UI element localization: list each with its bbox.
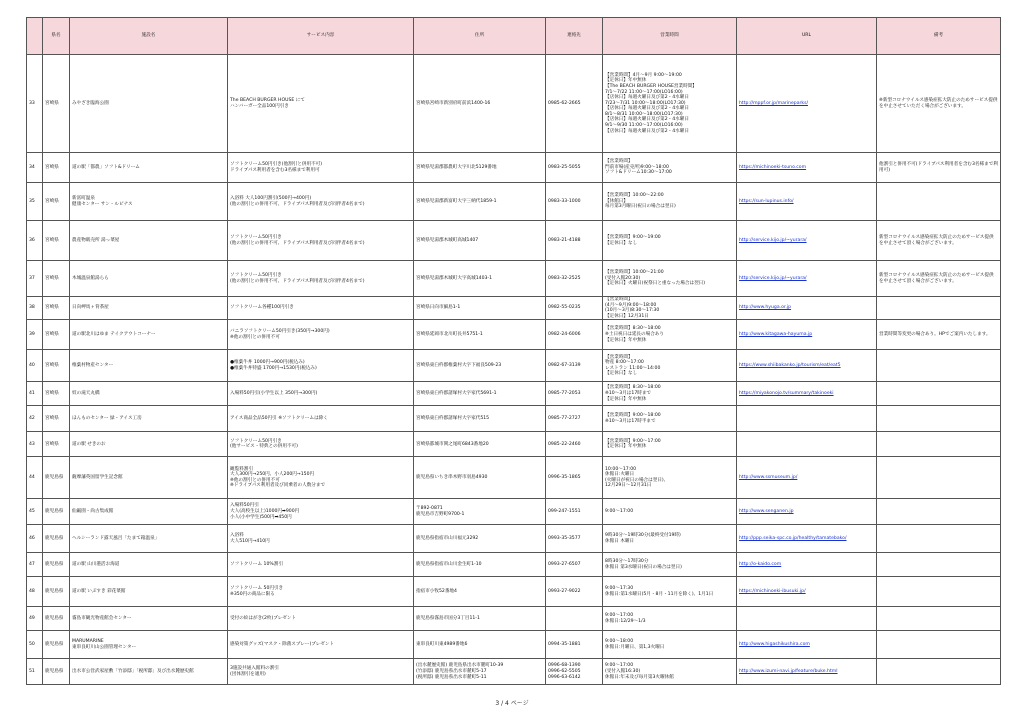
hours-cell: 9:00〜17:00 (受付入館16:30) 休館日:年末及び毎月第3火曜休館 [603, 659, 737, 685]
contact-cell: 0985-62-2665 [546, 55, 603, 153]
table-row [27, 261, 1001, 297]
spreadsheet-page [26, 17, 1000, 685]
contact-cell: 0985-77-2053 [546, 382, 603, 406]
url-link[interactable]: https://miyakonojo.tv/summary/takinoeki [739, 391, 834, 397]
table-row [27, 607, 1001, 631]
service-cell: 入浴料 大人100円割引(500円→400円) (他の割引との併用不可、ドライブパス利用者及び同伴者4名まで) [228, 183, 414, 221]
service-cell: ソフトクリーム 50円引き ※350円の商品に限る [228, 577, 414, 607]
note-cell [877, 457, 1001, 499]
row-number: 33 [27, 55, 43, 153]
facility-name-cell: 薩摩藩英国留学生記念館 [70, 457, 228, 499]
row-number: 35 [27, 183, 43, 221]
service-cell: The BEACH BURGER HOUSE にて ハンバーガー全品100円引き [228, 55, 414, 153]
row-number: 36 [27, 221, 43, 261]
prefecture-cell: 宮崎県 [43, 320, 70, 350]
url-link[interactable]: http://www.senganen.jp [739, 509, 794, 515]
contact-cell [546, 607, 603, 631]
table-row [27, 320, 1001, 350]
hours-cell: 9:00〜17:30 休館日:第1水曜日(5月・8月・11月を除く)、1月1日 [603, 577, 737, 607]
contact-cell: 099-247-1551 [546, 499, 603, 525]
table-row [27, 406, 1001, 432]
table-row [27, 499, 1001, 525]
address-cell: 宮崎県宮崎市新別府町前浜1400-16 [414, 55, 546, 153]
row-number: 41 [27, 382, 43, 406]
note-cell: 新型コロナウイルス感染症拡大防止のためサービス提供を中止させて頂く場合がございます。 [877, 221, 1001, 261]
hours-cell: 【営業時間】10:00〜21:00 (受付入館20:30) 【定休日】火曜日(祝祭日と重なった場合は翌日) [603, 261, 737, 297]
prefecture-cell: 鹿児島県 [43, 659, 70, 685]
address-cell: 鹿児島県霧島市国分3丁目11-1 [414, 607, 546, 631]
prefecture-cell: 鹿児島県 [43, 457, 70, 499]
url-cell [737, 525, 877, 553]
note-cell [877, 577, 1001, 607]
row-number: 38 [27, 297, 43, 320]
table-row [27, 183, 1001, 221]
hours-cell: 8時30分〜17時30分 休館日 第3水曜日(祝日の場合は翌日) [603, 553, 737, 577]
url-link[interactable]: http://www.ssmuseum.jp/ [739, 475, 798, 481]
row-number: 50 [27, 631, 43, 659]
prefecture-cell: 鹿児島県 [43, 553, 70, 577]
url-cell [737, 432, 877, 457]
url-cell [737, 153, 877, 183]
prefecture-cell: 宮崎県 [43, 350, 70, 382]
row-number: 49 [27, 607, 43, 631]
url-link[interactable]: http://service.kijo.jp/~yurara/ [739, 275, 807, 281]
prefecture-cell: 鹿児島県 [43, 577, 70, 607]
facility-name-cell: 霧島市観光物産館会センター [70, 607, 228, 631]
contact-cell: 0983-21-4188 [546, 221, 603, 261]
header-url: URL [737, 18, 877, 55]
note-cell [877, 406, 1001, 432]
table-row [27, 577, 1001, 607]
contact-cell: 0993-35-3577 [546, 525, 603, 553]
service-cell: 入場料50円引 大人(高校生以上)1000円➡900円 小人(小中学生)500円➡450円 [228, 499, 414, 525]
address-cell: 宮崎県東臼杵郡諸塚村大字家代515 [414, 406, 546, 432]
row-number: 46 [27, 525, 43, 553]
table-row [27, 631, 1001, 659]
address-cell: 宮崎県児湯郡新富町大字三納代1859-1 [414, 183, 546, 221]
service-cell: 入浴料 大人510円→410円 [228, 525, 414, 553]
url-cell [737, 457, 877, 499]
address-cell: 鹿児島県いちき串木野市羽島4930 [414, 457, 546, 499]
facility-name-cell: 妓の滝天丸橋 [70, 382, 228, 406]
address-cell: 鹿児島県指宿市山川金生町1-10 [414, 553, 546, 577]
facility-name-cell: 日向岬馬ヶ背茶屋 [70, 297, 228, 320]
service-cell: ソフトクリーム50円引き (他の割引との併用不可、ドライブパス利用者及び同伴者4名まで) [228, 261, 414, 297]
note-cell [877, 382, 1001, 406]
address-cell: 指宿市小牧52番地4 [414, 577, 546, 607]
header-index [27, 18, 43, 55]
address-cell: 鹿児島県指宿市山川福元3292 [414, 525, 546, 553]
table-row [27, 55, 1001, 153]
url-cell [737, 499, 877, 525]
facility-name-cell: ヘルシーランド露天風呂「たまて箱温泉」 [70, 525, 228, 553]
table-row [27, 350, 1001, 382]
facility-name-cell: ほんものセンター 緑・アイス工房 [70, 406, 228, 432]
hours-cell: 9:00〜17:00 休館日:12/29〜1/3 [603, 607, 737, 631]
service-cell: 感染対策グッズ(マスク・除菌スプレー)プレゼント [228, 631, 414, 659]
facility-name-cell: 道の駅「都農」ソフト&ドリーム [70, 153, 228, 183]
prefecture-cell: 宮崎県 [43, 261, 70, 297]
header-contact: 連絡先 [546, 18, 603, 55]
row-number: 42 [27, 406, 43, 432]
header-service: サービス内容 [228, 18, 414, 55]
prefecture-cell: 鹿児島県 [43, 607, 70, 631]
note-cell: ※新型コロナウイルス感染症拡大防止のためサービス提供を中止させていただく場合がございます。 [877, 55, 1001, 153]
header-facility-name: 施設名 [70, 18, 228, 55]
address-cell: (出水麓歴史館) 鹿児島県出水市麓町10-39 (竹添邸) 鹿児島県出水市麓町5-17 (税所邸) 鹿児島県出水市麓町5-11 [414, 659, 546, 685]
facility-name-cell: 道の駅 いぶすき 彩花菜館 [70, 577, 228, 607]
table-row [27, 297, 1001, 320]
contact-cell: 0993-27-6507 [546, 553, 603, 577]
contact-cell: 0982-67-3139 [546, 350, 603, 382]
note-cell [877, 631, 1001, 659]
service-cell: ソフトクリーム 10%割引 [228, 553, 414, 577]
url-link[interactable]: https://sun-lupinus.info/ [739, 198, 794, 204]
hours-cell: 【営業時間】 門前市場(産売所)9:00〜18:00 ソフト&ドリーム10:30〜17:00 [603, 153, 737, 183]
contact-cell: 0982-55-0235 [546, 297, 603, 320]
note-cell: 新型コロナウイルス感染症拡大防止のためサービス提供を中止させて頂く場合がございます。 [877, 261, 1001, 297]
row-number: 51 [27, 659, 43, 685]
service-cell: ソフトクリーム各種100円引き [228, 297, 414, 320]
url-cell [737, 261, 877, 297]
address-cell: 〒892-0871 鹿児島市吉野町9700-1 [414, 499, 546, 525]
url-link[interactable]: http://www.higashikushira.com [739, 642, 810, 648]
hours-cell: 9時30分〜19時30分(最終受付19時) 休館日 木曜日 [603, 525, 737, 553]
hours-cell: 【営業時間】8:30〜18:00 ※10〜3月は17時まで 【定休日】年中無休 [603, 382, 737, 406]
hours-cell: 【営業時間】9:00〜17:00 【定休日】年中無休 [603, 432, 737, 457]
facility-name-cell: 農産物販売所 湯っ菜屋 [70, 221, 228, 261]
contact-cell: 0983-33-1000 [546, 183, 603, 221]
prefecture-cell: 宮崎県 [43, 153, 70, 183]
note-cell [877, 432, 1001, 457]
table-row [27, 553, 1001, 577]
table-row [27, 432, 1001, 457]
header-prefecture: 県名 [43, 18, 70, 55]
row-number: 45 [27, 499, 43, 525]
header-hours: 営業時間 [603, 18, 737, 55]
service-cell: 観覧料割引 大人300円→250円、小人200円→150円 ※他の割引との併用不可 ※ドライブパス利用者及び同乗者の人数分まで [228, 457, 414, 499]
table-row [27, 221, 1001, 261]
table-row [27, 659, 1001, 685]
service-cell: ソフトクリーム50円引き (他サービス・特典との併用不可) [228, 432, 414, 457]
row-number: 44 [27, 457, 43, 499]
hours-cell: 【営業時間】 物産 8:00〜17:00 レストラン 11:00〜14:00 【定休日】なし [603, 350, 737, 382]
contact-cell: 0983-25-5055 [546, 153, 603, 183]
facility-name-cell: みやざき臨海公園 [70, 55, 228, 153]
prefecture-cell: 宮崎県 [43, 432, 70, 457]
prefecture-cell: 宮崎県 [43, 183, 70, 221]
prefecture-cell: 宮崎県 [43, 382, 70, 406]
address-cell: 宮崎県都城市関之尾町6843番地20 [414, 432, 546, 457]
note-cell [877, 659, 1001, 685]
row-number: 34 [27, 153, 43, 183]
facility-name-cell: 仙巌園・尚古集成館 [70, 499, 228, 525]
url-cell [737, 320, 877, 350]
service-cell: 入場料50円引(小学生以上 350円→300円) [228, 382, 414, 406]
url-cell [737, 382, 877, 406]
contact-cell: 0996-68-1390 0996-62-5505 0996-63-6142 [546, 659, 603, 685]
prefecture-cell: 宮崎県 [43, 221, 70, 261]
note-cell: 営業時間等変更の場合あり。HPでご案内いたします。 [877, 320, 1001, 350]
prefecture-cell: 宮崎県 [43, 297, 70, 320]
url-link[interactable]: http://mppf.or.jp/marineparks/ [739, 100, 809, 106]
prefecture-cell: 鹿児島県 [43, 499, 70, 525]
url-cell [737, 183, 877, 221]
url-cell [737, 607, 877, 631]
service-cell: 受付の絵はがき(2枚)プレゼント [228, 607, 414, 631]
hours-cell: 【営業時間】9:00〜18:00 ※10〜3月は17時半まで [603, 406, 737, 432]
row-number: 43 [27, 432, 43, 457]
header-row [27, 18, 1001, 55]
service-cell: 3施設共通入館料の割引 (団体割引を適用) [228, 659, 414, 685]
hours-cell: 【営業時間】8:30〜18:00 ※土日祝日は延長の場合あり 【定休日】年中無休 [603, 320, 737, 350]
hours-cell: 【営業時間】9:00〜19:00 【定休日】なし [603, 221, 737, 261]
note-cell [877, 297, 1001, 320]
hours-cell: 10:00〜17:00 休館日:火曜日 (火曜日が祝日の場合は翌日)、 12月29日〜12月31日 [603, 457, 737, 499]
table-row [27, 457, 1001, 499]
row-number: 48 [27, 577, 43, 607]
contact-cell: 0985-22-2460 [546, 432, 603, 457]
facility-table [26, 17, 1001, 685]
hours-cell: 【営業時間】 (4月〜9月)9:00〜18:00 (10月〜3月)8:30〜17:30 【定休日】12月31日 [603, 297, 737, 320]
address-cell: 宮崎県児湯郡都農町大字川北5129番地 [414, 153, 546, 183]
address-cell: 宮崎県東臼杵郡椎葉村大字下福良509-23 [414, 350, 546, 382]
contact-cell: 0993-27-9022 [546, 577, 603, 607]
header-note: 備考 [877, 18, 1001, 55]
url-cell [737, 631, 877, 659]
url-cell [737, 553, 877, 577]
service-cell: アイス商品全品50円引 ※ソフトクリームは除く [228, 406, 414, 432]
prefecture-cell: 宮崎県 [43, 55, 70, 153]
contact-cell: 0983-32-2525 [546, 261, 603, 297]
url-cell [737, 577, 877, 607]
url-link[interactable]: https://michinoeki-ibusuki.jp/ [739, 589, 806, 595]
table-row [27, 382, 1001, 406]
contact-cell: 0985-77-2727 [546, 406, 603, 432]
service-cell: ソフトクリーム50円引き(他割引と併用不可) ドライブパス利用者を含む3名様まで利用可 [228, 153, 414, 183]
row-number: 47 [27, 553, 43, 577]
note-cell [877, 183, 1001, 221]
url-cell [737, 350, 877, 382]
url-cell [737, 297, 877, 320]
facility-name-cell: 新富町温泉 健康センター サン・ルピナス [70, 183, 228, 221]
contact-cell: 0994-35-1881 [546, 631, 603, 659]
row-number: 40 [27, 350, 43, 382]
url-cell [737, 659, 877, 685]
hours-cell: 9:00〜17:00 [603, 499, 737, 525]
prefecture-cell: 宮崎県 [43, 406, 70, 432]
table-row [27, 153, 1001, 183]
contact-cell: 0982-24-6006 [546, 320, 603, 350]
row-number: 39 [27, 320, 43, 350]
url-link[interactable]: http://www.izumi-navi.jp/feature/buke.html [739, 669, 838, 675]
note-cell [877, 525, 1001, 553]
service-cell: ●椎葉牛丼 1000円→900円(税込み) ●椎葉牛丼特盛 1700円→1530円(税込み) [228, 350, 414, 382]
url-link[interactable]: http://ppp.seika-spc.co.jp/healthy/tamatebako/ [739, 536, 847, 542]
url-cell [737, 221, 877, 261]
address-cell: 宮崎県東臼杵郡諸塚村大字家代5691-1 [414, 382, 546, 406]
url-link[interactable]: https://www.shiibakanko.jp/tourism/eat/eat5 [739, 363, 841, 369]
note-cell [877, 607, 1001, 631]
address-cell: 宮崎県延岡市北川町長井5751-1 [414, 320, 546, 350]
note-cell [877, 499, 1001, 525]
address-cell: 宮崎県日向市細島1-1 [414, 297, 546, 320]
service-cell: バニラソフトクリーム50円引き(350円→300円) ※他の割引との併用不可 [228, 320, 414, 350]
url-link[interactable]: http://www.kitagawa-hayuma.jp [739, 332, 813, 338]
facility-name-cell: MARUMARINE 東串良町川山公園管理センター [70, 631, 228, 659]
page-footer: 3 / 4 ページ [495, 700, 529, 707]
note-cell: 他割引と併用不可(ドライブパス利用者を含む3名様まで利用可) [877, 153, 1001, 183]
service-cell: ソフトクリーム50円引き (他の割引との併用不可、ドライブパス利用者及び同伴者4名まで) [228, 221, 414, 261]
facility-name-cell: 椎葉村物産センター [70, 350, 228, 382]
row-number: 37 [27, 261, 43, 297]
note-cell [877, 553, 1001, 577]
url-cell [737, 406, 877, 432]
url-link[interactable]: http://o-kaido.com [739, 562, 782, 568]
url-link[interactable]: https://michinoeki-tsuno.com [739, 164, 807, 170]
header-address: 住所 [414, 18, 546, 55]
url-link[interactable]: http://www.hyuga.or.jp [739, 305, 792, 311]
facility-name-cell: 木城温泉館湯らら [70, 261, 228, 297]
note-cell [877, 350, 1001, 382]
url-link[interactable]: http://service.kijo.jp/~yurara/ [739, 237, 807, 243]
facility-name-cell: 道の駅 山川港活お海道 [70, 553, 228, 577]
facility-name-cell: 道の駅 せきのお [70, 432, 228, 457]
prefecture-cell: 鹿児島県 [43, 525, 70, 553]
facility-name-cell: 道の駅北川はゆま テイクアウトコーナー [70, 320, 228, 350]
hours-cell: 【営業時間】10:00〜22:00 【休館日】 毎月第3月曜日(祝日の場合は翌日) [603, 183, 737, 221]
address-cell: 宮崎県児湯郡木城町大字高城1403-1 [414, 261, 546, 297]
url-cell [737, 55, 877, 153]
address-cell: 宮崎県児湯郡木城町高城1407 [414, 221, 546, 261]
table-body [27, 55, 1001, 685]
hours-cell: 【営業時間】4月〜9月 9:00〜19:00 【定休日】年中無休 【The BEACH BURGER HOUSE営業時間】 7/1〜7/22 11:00〜17:00(LO16:00) 【店休日】毎週火曜日及び第2・4水曜日 7/23〜7/31 10:00〜18:00(LO17:30) 【店休日】毎週火曜日及び第2・4水曜日 8/1〜8/31 10:00〜18:00(LO17:30) 【店休日】毎週火曜日及び第2・4水曜日 9/1〜9/30 11:00〜17:00(LO16:00) 【店休日】毎週火曜日及び第2・4水曜日 [603, 55, 737, 153]
table-row [27, 525, 1001, 553]
prefecture-cell: 鹿児島県 [43, 631, 70, 659]
hours-cell: 9:00〜18:00 休館日:月曜日、第1,3火曜日 [603, 631, 737, 659]
facility-name-cell: 出水市公営武家屋敷「竹添邸」「税所邸」及び出水麓歴史館 [70, 659, 228, 685]
contact-cell: 0996-35-1865 [546, 457, 603, 499]
address-cell: 東串良町川東4989番地6 [414, 631, 546, 659]
